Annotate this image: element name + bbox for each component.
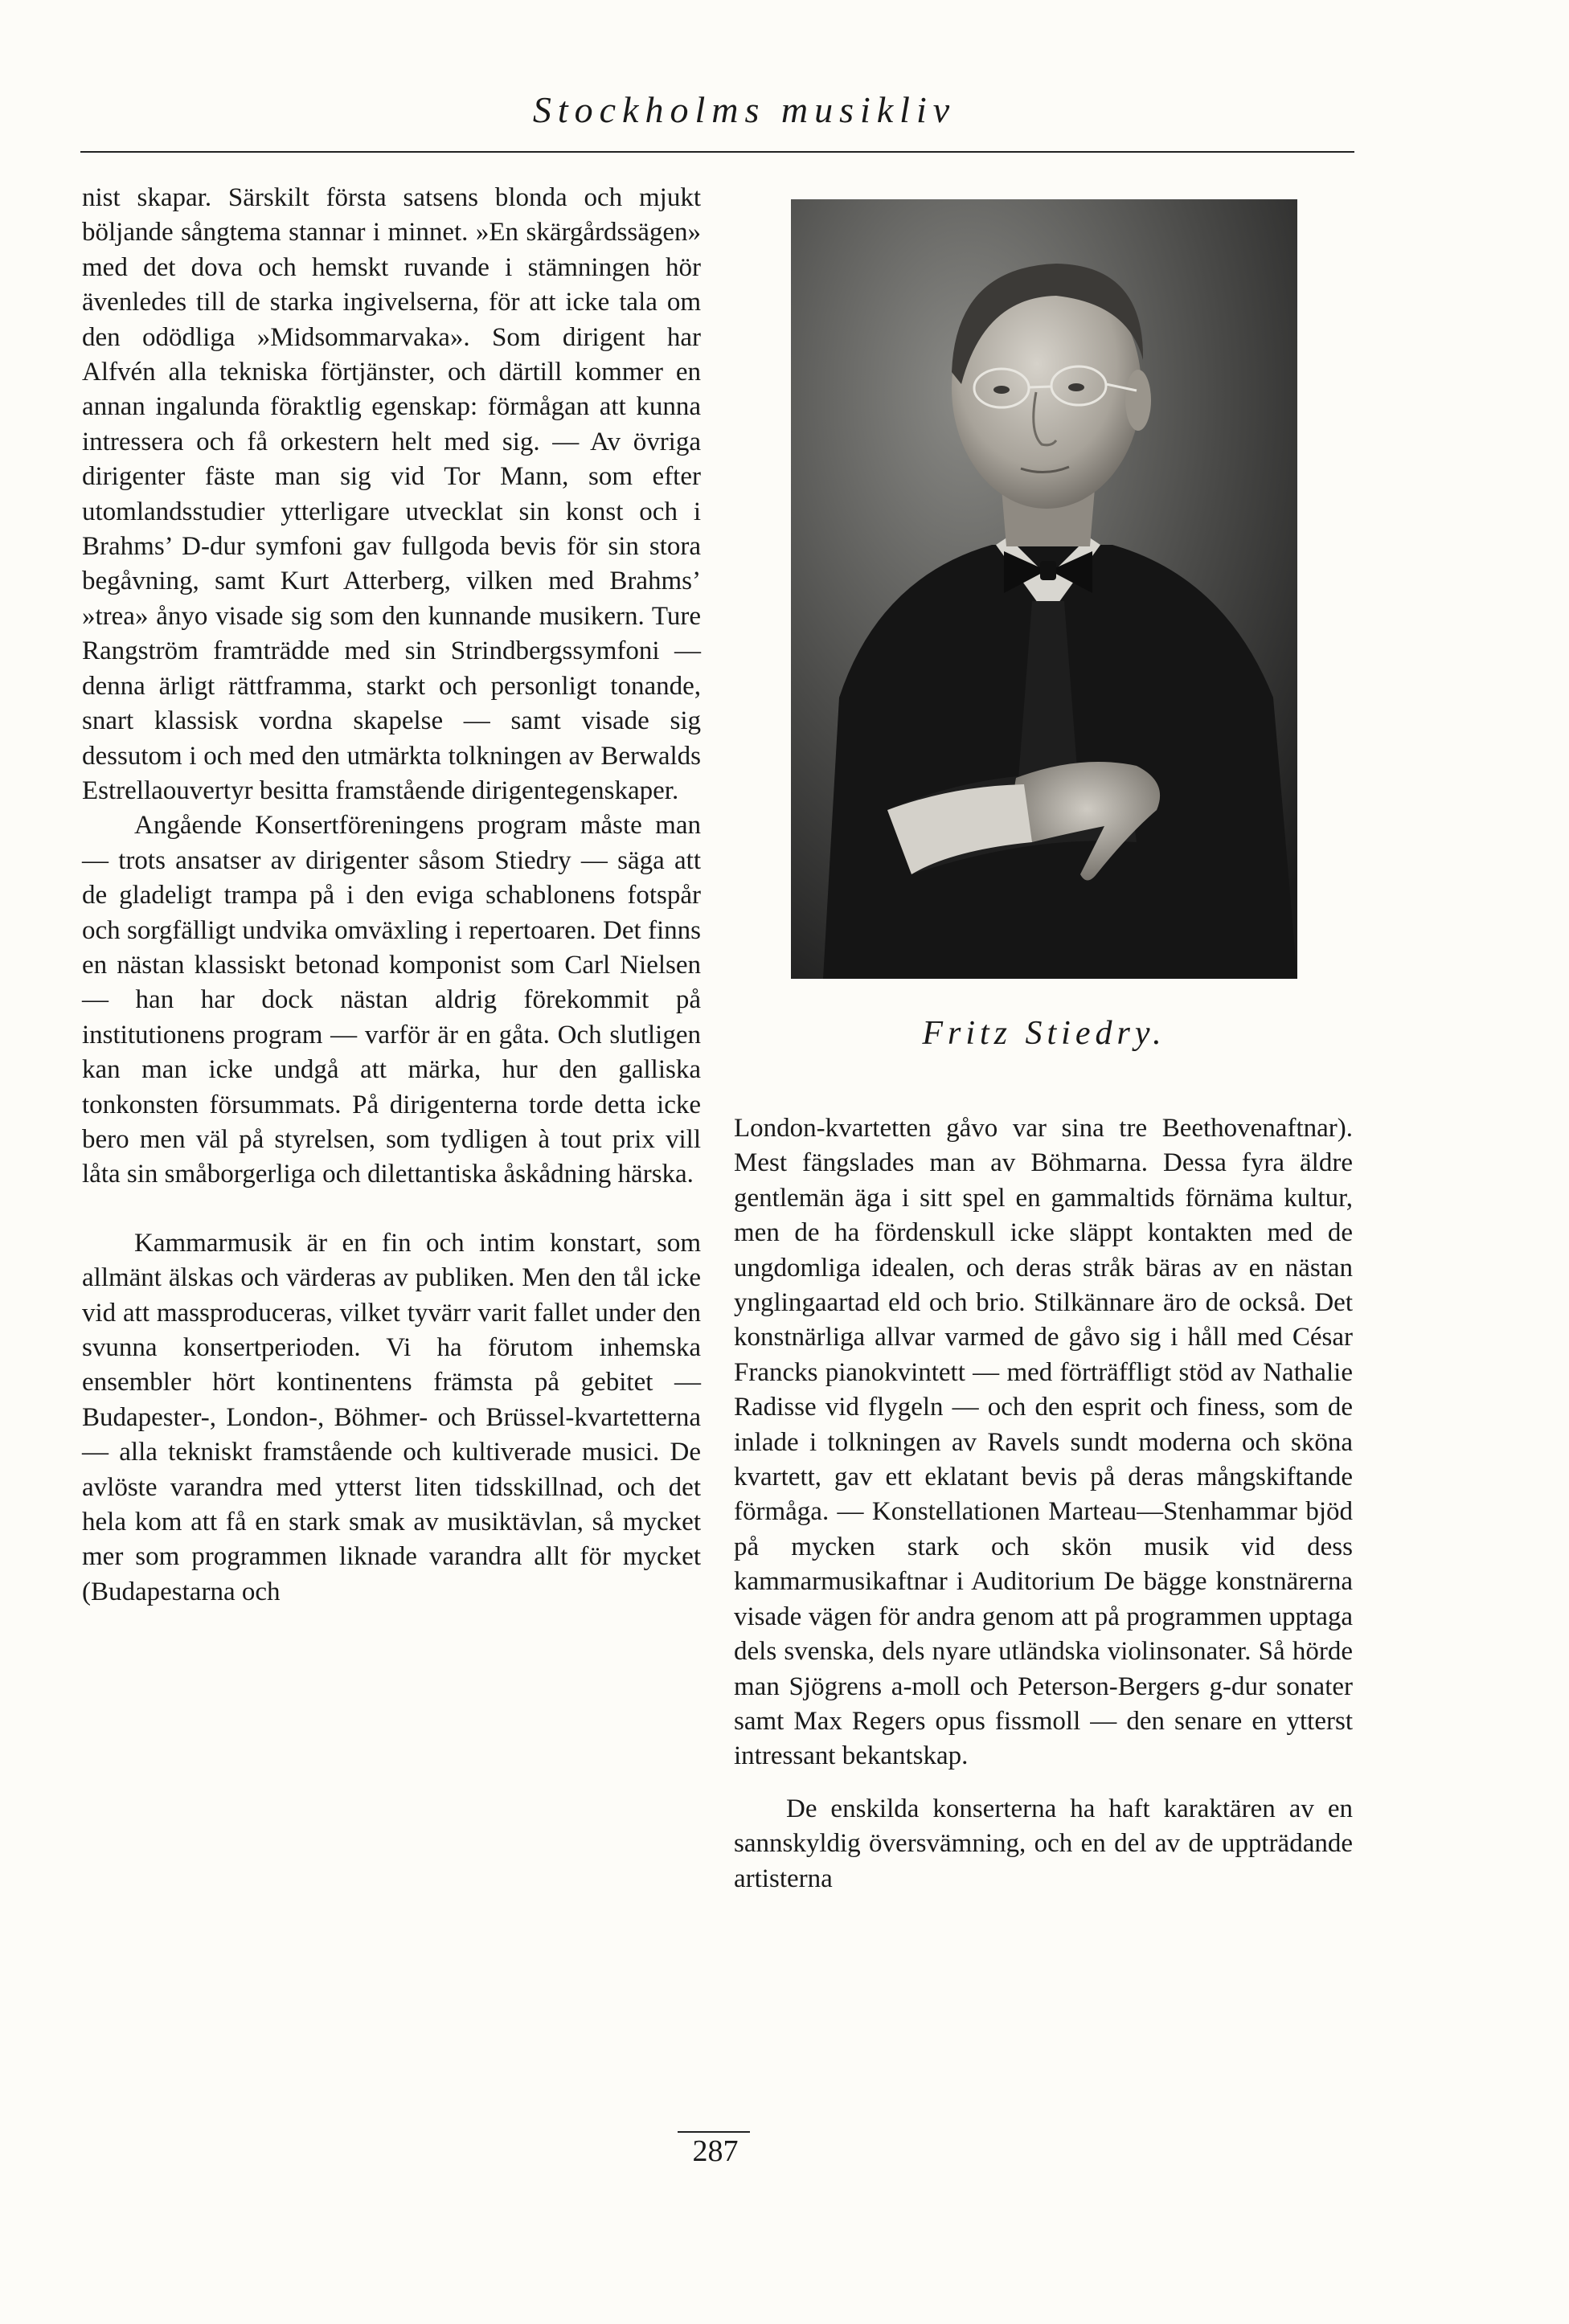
left-paragraph-1: nist skapar. Särskilt första satsens blonda och mjukt böljande sångtema stannar i minnet. »En skärgårdssägen» med det dova och hemskt ruvande i stämningen hör ävenledes till de starka ingivelserna, för att icke tala om den odödliga »Midsommarvaka». Som dirigent har Alfvén alla tekniska förtjänster, och därtill kommer en annan ingalunda föraktlig egenskap: förmågan att kunna intressera och få orkestern helt med sig. — Av övriga dirigenter fäste man sig vid Tor Mann, som efter utomlandsstudier ytterligare utvecklat sin konst och i Brahms’ D-dur symfoni gav fullgoda bevis för sin stora begåvning, samt Kurt Atterberg, vilken med Brahms’ »trea» ånyo visade sig som den kunnande musikern. Ture Rangström framträdde med sin Strindbergssymfoni — denna ärligt rättframma, starkt och personligt tonande, snart klassisk vordna skapelse — samt visade sig dessutom i och med den utmärkta tolkningen av Berwalds Estrellaouvertyr besitta framstående dirigentegenskaper.	[82, 183, 701, 805]
left-column	[82, 181, 701, 1610]
portrait-photo	[791, 199, 1297, 979]
right-paragraph-2: De enskilda konserterna ha haft karaktären av en sannskyldig översvämning, och en del av de uppträdande artisterna	[734, 1794, 1353, 1893]
left-paragraph-3: Kammarmusik är en fin och intim konstart, som allmänt älskas och värderas av publiken. Men den tål icke vid att massproduceras, vilket tyvärr varit fallet under den svunna konsertperioden. Vi ha förutom inhemska ensembler hört kontinentens främsta på gebitet — Budapester-, London-, Böhmer- och Brüssel-kvartetterna — alla tekniskt framstående och kultiverade musici. De avlöste varandra med ytterst liten tidsskillnad, och det hela kom att få en stark smak av musiktävlan, så mycket mer som programmen liknade varandra allt för mycket (Budapestarna och	[82, 1228, 701, 1606]
page-number: 287	[692, 2134, 739, 2168]
folio-rule	[678, 2131, 750, 2133]
right-paragraph-1: London-kvartetten gåvo var sina tre Beethovenaftnar). Mest fängslades man av Böhmarna. Dessa fyra äldre gentlemän äga i sitt spel en gammaltids förnäma kultur, men de ha fördenskull icke släppt kontakten med de ungdomliga idealen, och deras stråk bäras av en nästan ynglingaartad eld och brio. Stilkännare äro de också. Det konstnärliga allvar varmed de gåvo sig i håll med César Francks pianokvintett — med förträffligt stöd av Nathalie Radisse vid flygeln — och den esprit och finess, som de inlade i tolkningen av Ravels sundt moderna och sköna kvartett, gav ett eklatant bevis på deras mångskiftande förmåga. — Konstellationen Marteau—Stenhammar bjöd på mycken stark och skön musik vid dess kammarmusikaftnar i Auditorium De bägge konstnärerna visade vägen för andra genom att på programmen upptaga dels svenska, dels nyare utländska violinsonater. Så hörde man Sjögrens a-moll och Peterson-Bergers g-dur sonater samt Max Regers opus fissmoll — den senare en ytterst intressant bekantskap.	[734, 1114, 1353, 1771]
left-paragraph-2: Angående Konsertföreningens program måste man — trots ansatser av dirigenter såsom Stiedry — säga att de gladeligt trampa på i den eviga schablonens fotspår och sorgfälligt undvika omväxling i repertoaren. Det finns en nästan klassiskt betonad komponist som Carl Nielsen — han har dock nästan aldrig förekommit på institutionens program — varför är en gåta. Och slutligen kan man icke undgå att märka, hur den galliska tonkonsten försummats. På dirigenterna torde detta icke bero men väl på styrelsen, som tydligen à tout prix vill låta sin småborgerliga och dilettantiska åskådning härska.	[82, 811, 701, 1189]
right-column	[734, 1111, 1353, 1896]
running-head-title: Stockholms musikliv	[532, 89, 957, 130]
photo-caption: Fritz Stiedry.	[922, 1015, 1166, 1052]
portrait-illustration	[791, 199, 1297, 979]
header-rule	[80, 151, 1354, 153]
